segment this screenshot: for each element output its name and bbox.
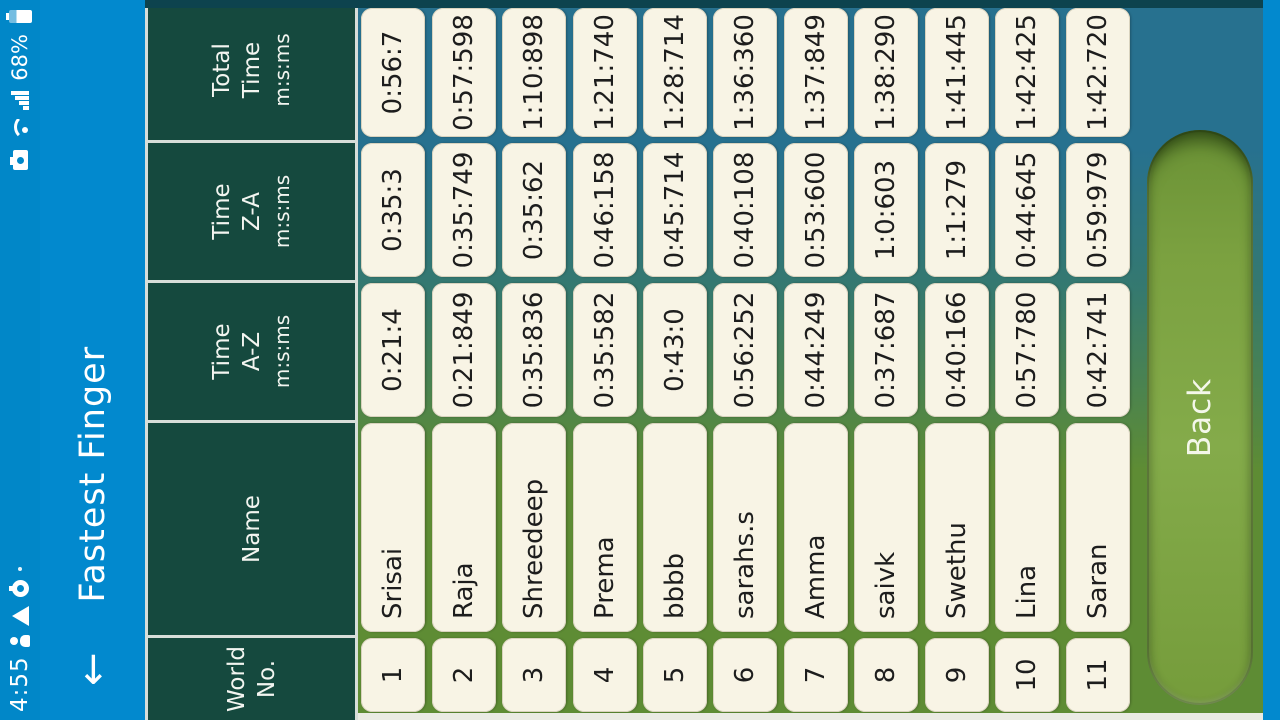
- header-line: Total: [208, 43, 235, 97]
- header-line: m:s:ms: [269, 174, 294, 249]
- cell-name: Raja: [432, 423, 496, 632]
- cell-world-no: 10: [995, 638, 1059, 712]
- cell-world-no: 9: [925, 638, 989, 712]
- dot-icon: [18, 567, 22, 571]
- battery-percent-text: 68%: [8, 34, 32, 81]
- cell-name: Lina: [995, 423, 1059, 632]
- back-arrow-icon[interactable]: ←: [69, 652, 116, 686]
- cell-time-z-a: 1:0:603: [854, 143, 918, 277]
- cell-time-z-a: 0:46:158: [573, 143, 637, 277]
- cell-name: Saran: [1066, 423, 1130, 632]
- cell-time-a-z: 0:21:4: [361, 283, 425, 417]
- cell-total-time: 1:37:849: [784, 8, 848, 137]
- cell-time-a-z: 0:57:780: [995, 283, 1059, 417]
- cell-time-a-z: 0:37:687: [854, 283, 918, 417]
- cell-time-a-z: 0:42:741: [1066, 283, 1130, 417]
- wifi-icon: [12, 119, 29, 141]
- header-line: No.: [253, 659, 280, 699]
- bottom-bar: [1133, 0, 1263, 720]
- status-bar-right: [8, 10, 32, 170]
- cell-total-time: 1:41:445: [925, 8, 989, 137]
- table-row: [922, 0, 992, 720]
- cell-world-no: 2: [432, 638, 496, 712]
- status-bar-left: [7, 567, 33, 712]
- cell-total-time: 1:42:425: [995, 8, 1059, 137]
- cell-time-z-a: 0:35:3: [361, 143, 425, 277]
- header-line: Z-A: [238, 192, 265, 231]
- table-row: [499, 0, 569, 720]
- screen-edge-light: [358, 713, 1263, 720]
- battery-icon: [9, 10, 32, 23]
- cell-world-no: 11: [1066, 638, 1130, 712]
- cell-name: Prema: [573, 423, 637, 632]
- header-line: Time: [238, 41, 265, 99]
- cell-total-time: 1:28:714: [643, 8, 707, 137]
- status-bar: [0, 0, 40, 720]
- header-world-no: [148, 635, 355, 720]
- cell-time-a-z: 0:56:252: [713, 283, 777, 417]
- cell-name: Srisai: [361, 423, 425, 632]
- cell-name: bbbb: [643, 423, 707, 632]
- cell-time-z-a: 0:59:979: [1066, 143, 1130, 277]
- cell-total-time: 0:57:598: [432, 8, 496, 137]
- cell-time-z-a: 0:44:645: [995, 143, 1059, 277]
- table-row: [781, 0, 851, 720]
- page-title: Fastest Finger: [72, 345, 113, 603]
- cell-time-a-z: 0:43:0: [643, 283, 707, 417]
- leaderboard-area: [145, 0, 1263, 720]
- cell-world-no: 1: [361, 638, 425, 712]
- cell-world-no: 8: [854, 638, 918, 712]
- cell-world-no: 5: [643, 638, 707, 712]
- table-header-row: [145, 0, 358, 720]
- screen-edge-dark: [145, 0, 1263, 8]
- gear-icon: [12, 580, 29, 597]
- cell-total-time: 0:56:7: [361, 8, 425, 137]
- cell-name: saivk: [854, 423, 918, 632]
- header-line: Time: [208, 323, 235, 380]
- clock-text: 4:55: [7, 656, 33, 712]
- app-bar: [40, 0, 145, 720]
- header-line: A-Z: [238, 331, 265, 372]
- table-row: [428, 0, 498, 720]
- cell-name: sarahs.s: [713, 423, 777, 632]
- cell-time-a-z: 0:35:582: [573, 283, 637, 417]
- signal-icon: [11, 90, 29, 110]
- table-row: [569, 0, 639, 720]
- header-line: m:s:ms: [269, 33, 294, 107]
- header-line: m:s:ms: [269, 314, 294, 389]
- cell-total-time: 1:42:720: [1066, 8, 1130, 137]
- cell-world-no: 3: [502, 638, 566, 712]
- back-button[interactable]: Back: [1147, 130, 1253, 705]
- table-body: [358, 0, 1133, 720]
- header-total-time: [148, 0, 355, 140]
- header-line: World: [223, 646, 250, 712]
- cell-time-z-a: 0:40:108: [713, 143, 777, 277]
- cell-time-z-a: 1:1:279: [925, 143, 989, 277]
- header-name: [148, 420, 355, 635]
- cell-name: Swethu: [925, 423, 989, 632]
- table-row: [1062, 0, 1132, 720]
- header-time-z-a: [148, 140, 355, 280]
- table-row: [358, 0, 428, 720]
- cell-time-z-a: 0:53:600: [784, 143, 848, 277]
- cell-time-a-z: 0:35:836: [502, 283, 566, 417]
- cell-total-time: 1:10:898: [502, 8, 566, 137]
- cell-name: Amma: [784, 423, 848, 632]
- triangle-icon: [12, 606, 29, 626]
- camera-icon: [13, 150, 28, 170]
- cell-total-time: 1:21:740: [573, 8, 637, 137]
- cell-total-time: 1:36:360: [713, 8, 777, 137]
- cell-time-a-z: 0:44:249: [784, 283, 848, 417]
- cell-time-z-a: 0:35:749: [432, 143, 496, 277]
- cell-time-z-a: 0:45:714: [643, 143, 707, 277]
- table-row: [710, 0, 780, 720]
- cell-world-no: 7: [784, 638, 848, 712]
- table-row: [992, 0, 1062, 720]
- cell-time-z-a: 0:35:62: [502, 143, 566, 277]
- header-line: Time: [208, 183, 235, 240]
- header-line: Name: [238, 495, 265, 563]
- table-row: [851, 0, 921, 720]
- table-row: [640, 0, 710, 720]
- cell-time-a-z: 0:21:849: [432, 283, 496, 417]
- cell-world-no: 6: [713, 638, 777, 712]
- header-time-a-z: [148, 280, 355, 420]
- cell-name: Shreedeep: [502, 423, 566, 632]
- cell-time-a-z: 0:40:166: [925, 283, 989, 417]
- person-icon: [10, 635, 30, 647]
- cell-total-time: 1:38:290: [854, 8, 918, 137]
- cell-world-no: 4: [573, 638, 637, 712]
